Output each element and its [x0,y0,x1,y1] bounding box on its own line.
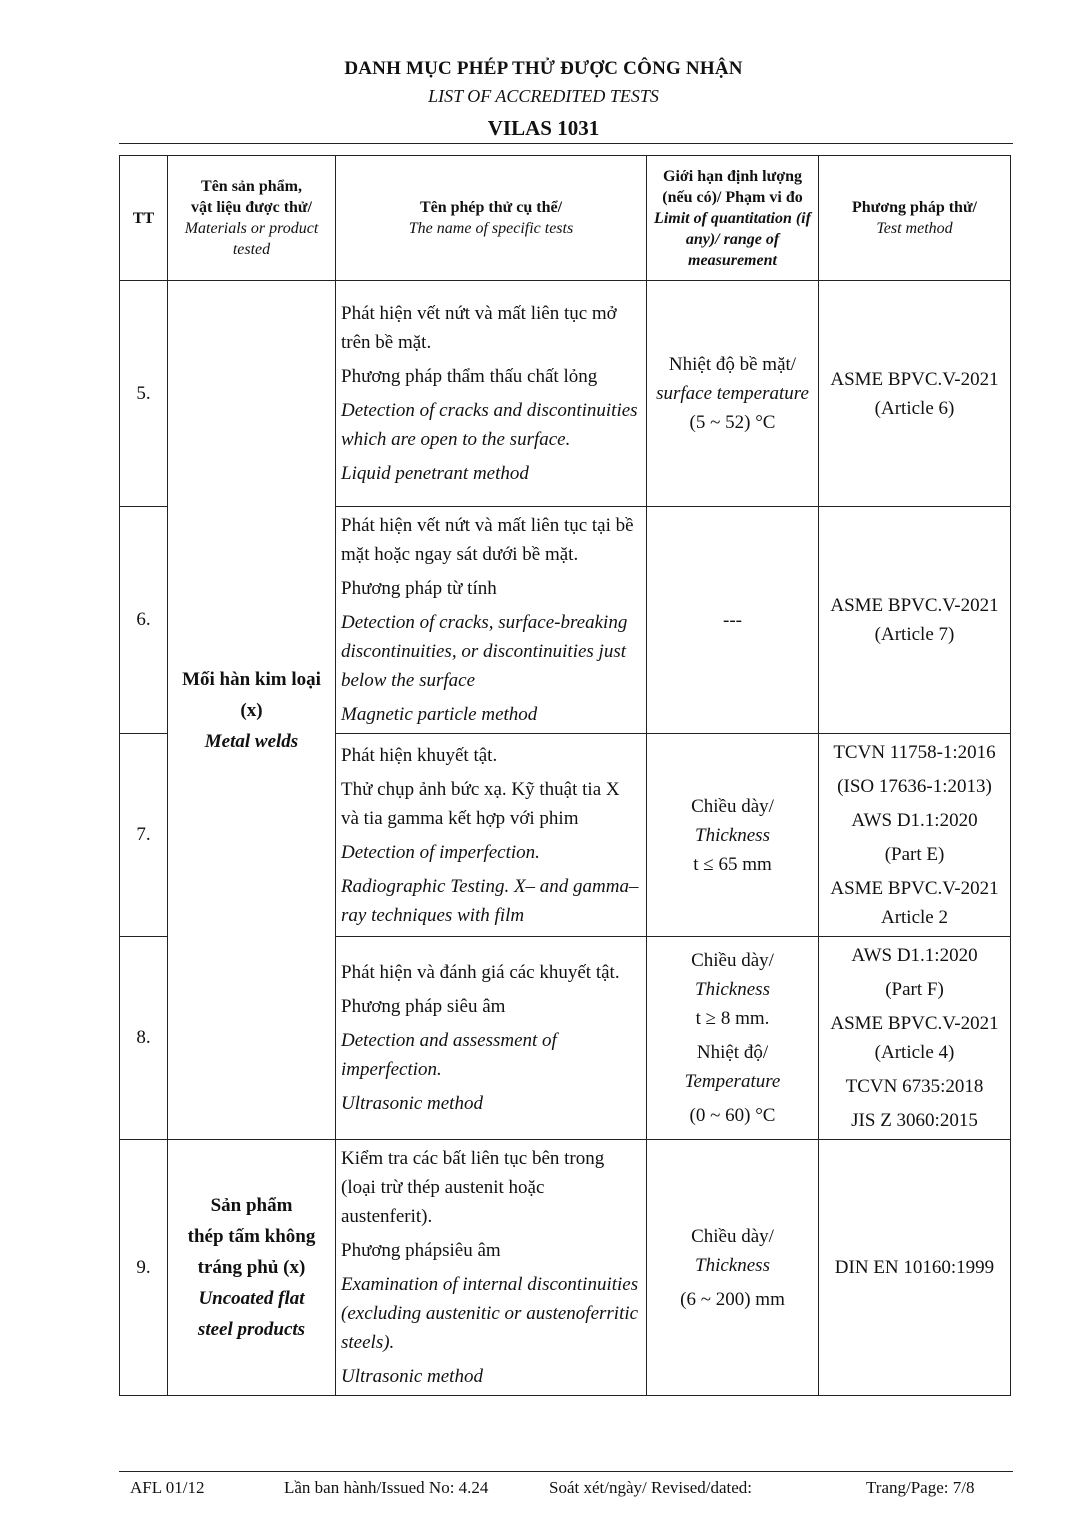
method-line: (Part E) [884,844,945,865]
header-limit-vi: Giới hạn định lượng (nếu có)/ Phạm vi đo [662,167,803,206]
limit-range [647,281,819,507]
header-product [168,156,336,281]
header-method-vi: Phương pháp thử/ [852,199,977,216]
table-row [120,1140,1011,1396]
limit-line: surface temperature [656,383,809,404]
test-vi: Thử chụp ảnh bức xạ. Kỹ thuật tia X và tia gamma kết hợp với phim [341,778,620,829]
product-metal-welds [168,281,336,1140]
header-limit [647,156,819,281]
method-line: (Article 6) [874,397,955,419]
test-vi: Phương pháp siêu âm [341,996,506,1017]
table-header-row [120,156,1011,281]
row-number: 8. [120,937,168,1140]
row-number: 6. [120,507,168,734]
row-number: 9. [120,1140,168,1396]
header-test-vi: Tên phép thử cụ thể/ [419,199,563,216]
test-en: Ultrasonic method [341,1093,483,1114]
footer-form-code: AFL 01/12 [130,1478,205,1497]
test-vi: Kiểm tra các bất liên tục bên trong (loại trừ thép austenit hoặc austenferit). [341,1148,605,1227]
limit-line: Thickness [695,979,770,1000]
product-vi-line: Mối hàn kim loại [182,668,321,690]
header-test-en: The name of specific tests [408,220,574,237]
table-row [120,281,1011,507]
header-limit-en: Limit of quantitation (if any)/ range of measurement [654,209,811,269]
header-method-en: Test method [876,220,953,237]
test-vi: Phát hiện và đánh giá các khuyết tật. [341,962,620,983]
limit-range [647,937,819,1140]
limit-line: t ≥ 8 mm. [695,1008,770,1029]
test-en: Detection of imperfection. [341,841,540,863]
header-divider [119,143,1013,144]
test-en: Liquid penetrant method [341,463,529,484]
test-description [336,937,647,1140]
header-product-en: Materials or product tested [184,220,319,258]
method-line: Article 2 [880,907,948,928]
method-line: (Article 4) [874,1042,955,1063]
limit-line: Chiều dày/ [691,950,774,971]
test-method [819,281,1011,507]
accredited-tests-table [119,155,1011,1396]
test-description [336,734,647,937]
limit-line: Chiều dày/ [691,795,774,817]
limit-line: --- [723,609,742,631]
footer-page: Trang/Page: 7/8 [866,1478,975,1497]
method-line: ASME BPVC.V-2021 [830,368,999,390]
header-tt: TT [120,156,168,281]
test-en: Detection of cracks, surface-breaking discontinuities, or discontinuities just below the surface [341,612,628,691]
test-description [336,507,647,734]
method-line: ASME BPVC.V-2021 [830,1013,999,1034]
product-en: Metal welds [204,730,299,752]
footer-issued: Lần ban hành/Issued No: 4.24 [284,1478,489,1497]
row-number: 5. [120,281,168,507]
limit-line: (0 ~ 60) °C [689,1105,776,1126]
limit-line: Temperature [684,1071,781,1092]
test-en: Examination of internal discontinuities (excluding austenitic or austenoferritic steels). [341,1274,639,1353]
method-line: (Article 7) [874,624,955,645]
method-line: DIN EN 10160:1999 [834,1257,995,1278]
product-vi-line: thép tấm không [187,1226,316,1247]
limit-range [647,507,819,734]
method-line: AWS D1.1:2020 [851,945,978,966]
method-line: AWS D1.1:2020 [851,810,978,831]
method-line: JIS Z 3060:2015 [851,1110,978,1131]
method-line: TCVN 11758-1:2016 [833,742,996,763]
method-line: ASME BPVC.V-2021 [830,878,999,899]
product-en: Uncoated flat [198,1288,305,1309]
method-line: (Part F) [885,979,944,1000]
product-vi-line: (x) [240,699,263,721]
product-uncoated-steel [168,1140,336,1396]
header-test [336,156,647,281]
document-title-en: LIST OF ACCREDITED TESTS [428,86,659,106]
limit-range [647,734,819,937]
vilas-code: VILAS 1031 [487,116,600,140]
test-en: Detection and assessment of imperfection. [341,1030,557,1080]
test-method [819,734,1011,937]
test-description [336,1140,647,1396]
test-vi: Phát hiện khuyết tật. [341,744,498,766]
footer-revised: Soát xét/ngày/ Revised/dated: [549,1478,753,1497]
limit-line: Thickness [695,1254,770,1276]
test-vi: Phương pháp từ tính [341,578,497,599]
header-product-vi-1: Tên sản phẩm, [201,178,302,195]
limit-range [647,1140,819,1396]
limit-line: Nhiệt độ/ [696,1042,769,1063]
test-en: Radiographic Testing. X– and gamma– ray techniques with film [341,875,639,926]
row-number: 7. [120,734,168,937]
test-method [819,507,1011,734]
header-product-vi-2: vật liệu được thử/ [191,199,312,216]
test-method [819,937,1011,1140]
test-vi: Phát hiện vết nứt và mất liên tục tại bề mặt hoặc ngay sát dưới bề mặt. [341,515,634,565]
method-line: ASME BPVC.V-2021 [830,595,999,616]
limit-line: (6 ~ 200) mm [680,1288,785,1310]
document-title-vi: DANH MỤC PHÉP THỬ ĐƯỢC CÔNG NHẬN [344,58,743,79]
test-en: Detection of cracks and discontinuities which are open to the surface. [341,400,638,450]
test-vi: Phương pháp thẩm thấu chất lỏng [341,366,598,387]
product-vi-line: Sản phẩm [210,1195,293,1216]
test-method [819,1140,1011,1396]
test-vi: Phương phápsiêu âm [341,1240,501,1261]
limit-line: Thickness [695,824,770,846]
product-en: steel products [197,1319,306,1340]
test-description [336,281,647,507]
footer-divider [119,1471,1013,1472]
test-vi: Phát hiện vết nứt và mất liên tục mở trên bề mặt. [341,303,617,353]
limit-line: t ≤ 65 mm [693,853,772,875]
test-en: Ultrasonic method [341,1366,483,1387]
method-line: (ISO 17636-1:2013) [837,776,992,797]
product-vi-line: tráng phủ (x) [197,1257,306,1278]
test-en: Magnetic particle method [341,704,538,725]
method-line: TCVN 6735:2018 [845,1076,984,1097]
header-method [819,156,1011,281]
limit-line: (5 ~ 52) °C [689,412,776,433]
limit-line: Chiều dày/ [691,1225,774,1247]
limit-line: Nhiệt độ bề mặt/ [668,354,797,375]
